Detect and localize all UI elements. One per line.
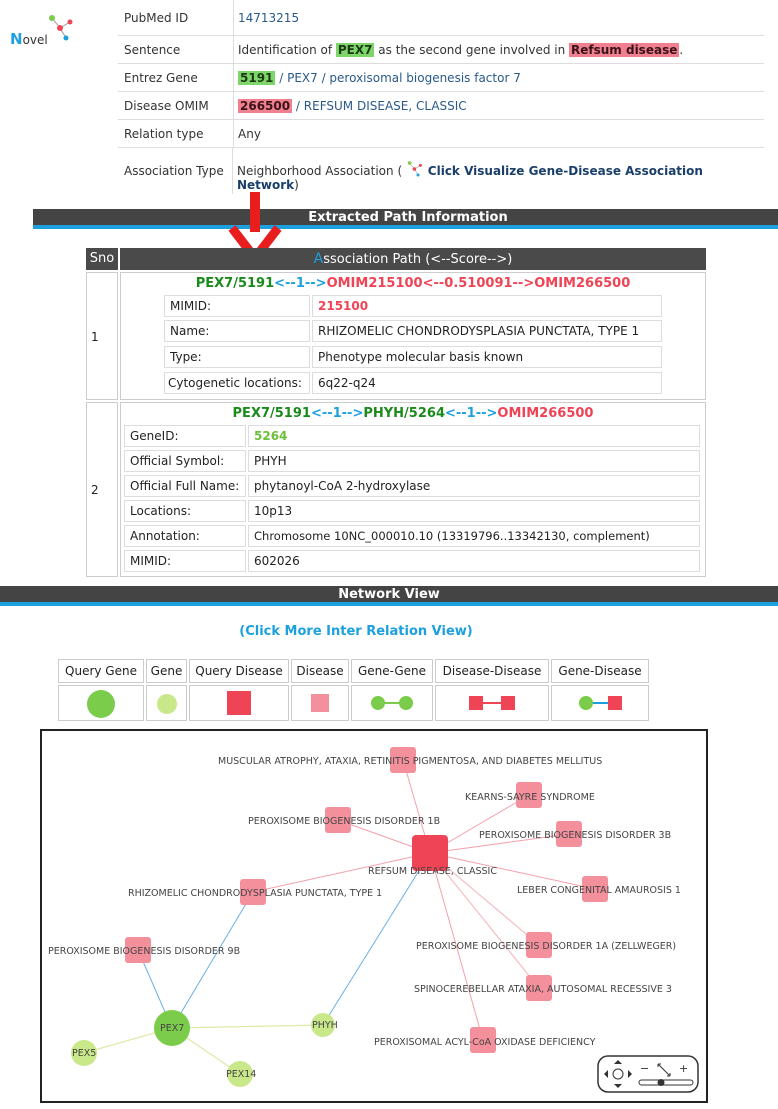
legend-disease-swatch (291, 685, 349, 721)
label-spino: SPINOCEREBELLAR ATAXIA, AUTOSOMAL RECESSIVE 3 (414, 984, 672, 995)
entrez-label: Entrez Gene (118, 64, 234, 91)
row-1-cyto-label: Cytogenetic locations: (164, 372, 310, 394)
legend-gene-swatch (146, 685, 187, 721)
label-kearns: KEARNS-SAYRE SYNDROME (465, 792, 595, 803)
legend-disease-disease-swatch (435, 685, 549, 721)
more-inter-relation-link[interactable]: (Click More Inter Relation View) (239, 624, 473, 639)
legend-gene-label: Gene (146, 659, 187, 683)
legend-query-gene-label: Query Gene (58, 659, 144, 683)
row-1-type-label: Type: (164, 346, 310, 368)
row-2-sno-cell (86, 402, 118, 577)
row-2-annotation-label: Annotation: (124, 525, 246, 547)
row-2-locations-label: Locations: (124, 500, 246, 522)
label-rhizo: RHIZOMELIC CHONDRODYSPLASIA PUNCTATA, TYPE 1 (128, 888, 383, 899)
row-2-symbol-label: Official Symbol: (124, 450, 246, 472)
omim-value[interactable]: 266500 / REFSUM DISEASE, CLASSIC (240, 98, 467, 113)
legend-query-gene-swatch (58, 685, 144, 721)
legend-gene-disease-label: Gene-Disease (551, 659, 649, 683)
pubmed-label: PubMed ID (118, 0, 234, 35)
label-pex5: PEX5 (72, 1048, 97, 1059)
col-association-path: Association Path (<--Score-->) (120, 248, 706, 270)
row-2-symbol-value: PHYH (248, 450, 700, 472)
visualize-network-link[interactable]: Click Visualize Gene-Disease Association Network (236, 164, 703, 192)
row-2-fullname-label: Official Full Name: (124, 475, 246, 497)
network-icon (406, 160, 424, 178)
row-2-annotation-value: Chromosome 10NC_000010.10 (13319796..13342130, complement) (248, 525, 700, 547)
entrez-value[interactable]: 5191 / PEX7 / peroxisomal biogenesis factor 7 (240, 70, 521, 85)
legend-disease-label: Disease (291, 659, 349, 683)
legend-gene-disease-swatch (551, 685, 649, 721)
row-2-sno: 2 (91, 483, 99, 497)
row-1-name-label: Name: (164, 320, 310, 342)
zoom-plus[interactable]: + (679, 1062, 689, 1075)
label-pbd1a: PEROXISOME BIOGENESIS DISORDER 1A (ZELLWEGER) (416, 941, 677, 952)
row-1-sno-cell (86, 272, 118, 400)
assoc-label: Association Type (118, 148, 233, 194)
row-2-geneid-label: GeneID: (124, 425, 246, 447)
row-1-cyto-value: 6q22-q24 (312, 372, 662, 394)
col-sno: Sno (86, 248, 118, 270)
legend-disease-disease-label: Disease-Disease (435, 659, 549, 683)
assoc-row (118, 148, 764, 194)
network-view-bar: Network View (0, 586, 778, 606)
row-2-mimid-label: MIMID: (124, 550, 246, 572)
zoom-minus[interactable]: − (640, 1062, 650, 1075)
legend-query-disease-swatch (189, 685, 289, 721)
label-pex14: PEX14 (226, 1069, 257, 1080)
network-logo-icon (46, 14, 76, 42)
row-1-name-value: RHIZOMELIC CHONDRODYSPLASIA PUNCTATA, TYPE 1 (312, 320, 662, 342)
label-acyl: PEROXISOMAL ACYL-CoA OXIDASE DEFICIENCY (374, 1037, 596, 1048)
row-1-sno: 1 (91, 330, 99, 344)
legend-query-disease-label: Query Disease (189, 659, 289, 683)
sentence-row (118, 36, 764, 64)
row-2-mimid-value[interactable]: 602026 (248, 550, 700, 572)
label-pbd9b: PEROXISOME BIOGENESIS DISORDER 9B (48, 946, 241, 957)
row-1-type-value: Phenotype molecular basis known (312, 346, 662, 368)
pan-zoom-control[interactable] (598, 1056, 698, 1092)
sentence-value: Identification of PEX7 as the second gene involved in Refsum disease . (238, 42, 684, 57)
legend-gene-gene-swatch (351, 685, 433, 721)
sentence-label: Sentence (118, 36, 234, 63)
omim-label: Disease OMIM (118, 92, 234, 119)
logo-text: Novel (10, 30, 48, 48)
row-1-mimid-label: MIMID: (164, 295, 310, 317)
label-pbd3b: PEROXISOME BIOGENESIS DISORDER 3B (479, 830, 672, 841)
pubmed-value[interactable]: 14713215 (238, 10, 300, 25)
label-pbd1b: PEROXISOME BIOGENESIS DISORDER 1B (248, 816, 441, 827)
row-2-geneid-value[interactable]: 5264 (248, 425, 700, 447)
assoc-value: Neighborhood Association ( Click Visualize Gene-Disease Association Network) (233, 150, 764, 192)
zoom-slider-handle[interactable] (658, 1079, 665, 1086)
entrez-row (118, 64, 764, 92)
zoom-slider-track[interactable] (639, 1080, 693, 1085)
label-leber: LEBER CONGENITAL AMAUROSIS 1 (517, 885, 681, 896)
label-refsum: REFSUM DISEASE, CLASSIC (368, 866, 497, 877)
sentence-disease: Refsum disease (571, 42, 678, 57)
row-1-mimid-value[interactable]: 215100 (312, 295, 662, 317)
label-phyh: PHYH (312, 1020, 338, 1031)
relation-row (118, 120, 764, 148)
row-2-locations-value: 10p13 (248, 500, 700, 522)
legend-gene-gene-label: Gene-Gene (351, 659, 433, 683)
row-2-path-title: PEX7/5191<--1-->PHYH/5264<--1-->OMIM266500 (232, 406, 594, 421)
network-canvas[interactable] (40, 729, 708, 1103)
omim-row (118, 92, 764, 120)
row-2-fullname-value: phytanoyl-CoA 2-hydroxylase (248, 475, 700, 497)
extracted-path-bar: Extracted Path Information (33, 209, 778, 229)
label-pex7: PEX7 (160, 1023, 185, 1034)
sentence-gene: PEX7 (337, 42, 373, 57)
pubmed-row (118, 0, 764, 36)
relation-value: Any (238, 126, 261, 141)
relation-label: Relation type (118, 120, 234, 147)
label-muscular: MUSCULAR ATROPHY, ATAXIA, RETINITIS PIGMENTOSA, AND DIABETES MELLITUS (218, 756, 603, 767)
row-1-path-title: PEX7/5191<--1-->OMIM215100<--0.510091-->OMIM266500 (195, 276, 631, 291)
